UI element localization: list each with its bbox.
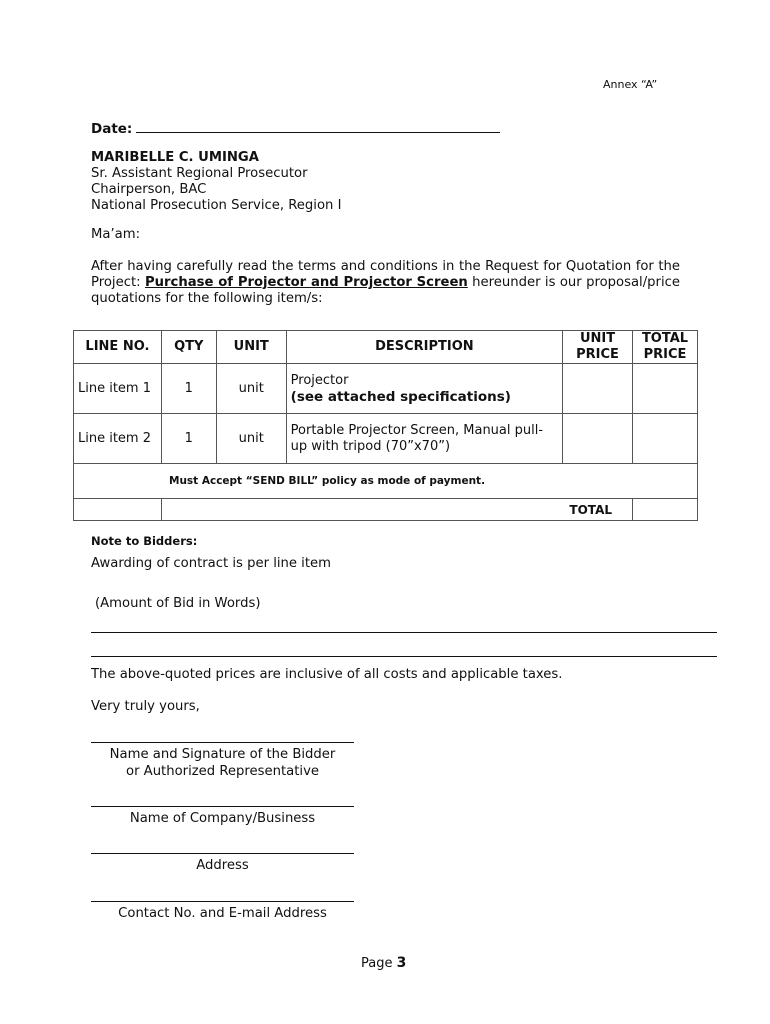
cell-description: Portable Projector Screen, Manual pull-up with tripod (70”x70”) <box>286 414 562 464</box>
contact-block <box>91 901 354 922</box>
header-line-no: LINE NO. <box>74 331 162 364</box>
addressee-name: MARIBELLE C. UMINGA <box>91 150 259 165</box>
company-name-block <box>91 806 354 827</box>
table-header-row <box>74 331 698 364</box>
total-empty-cell <box>74 499 162 521</box>
intro-paragraph <box>91 259 680 307</box>
cell-unit: unit <box>216 364 286 414</box>
annex-label: Annex “A” <box>603 78 658 91</box>
bidder-signature-block <box>91 742 354 780</box>
page-footer <box>361 955 406 971</box>
policy-row <box>74 464 698 499</box>
project-title: Purchase of Projector and Projector Screen <box>144 275 468 290</box>
closing: Very truly yours, <box>91 699 200 714</box>
cell-unit-price <box>563 364 633 414</box>
header-qty: QTY <box>161 331 216 364</box>
quotation-table <box>73 330 698 521</box>
total-label: TOTAL <box>161 499 632 521</box>
address-block <box>91 853 354 874</box>
cell-qty: 1 <box>161 364 216 414</box>
address-label: Address <box>196 858 249 873</box>
header-description: DESCRIPTION <box>286 331 562 364</box>
cell-line: Line item 2 <box>74 414 162 464</box>
page-label: Page <box>361 956 393 971</box>
company-name-label: Name of Company/Business <box>129 811 316 826</box>
salutation: Ma’am: <box>91 227 141 242</box>
date-field <box>91 120 500 137</box>
payment-policy: Must Accept “SEND BILL” policy as mode of payment. <box>74 464 698 499</box>
header-unit-price: UNIT PRICE <box>563 331 633 364</box>
cell-qty: 1 <box>161 414 216 464</box>
bidder-signature-label: Name and Signature of the Bidder <box>109 747 336 762</box>
cell-line: Line item 1 <box>74 364 162 414</box>
addressee-office: National Prosecution Service, Region I <box>91 198 342 213</box>
date-blank-line <box>136 120 500 133</box>
addressee-role: Chairperson, BAC <box>91 182 207 197</box>
bidder-representative-label: or Authorized Representative <box>126 764 319 779</box>
intro-text-before: After having carefully read the terms and conditions in the Request for Quotation for the Project: <box>91 259 680 290</box>
date-label: Date: <box>91 121 133 137</box>
description-note: (see attached specifications) <box>290 388 511 405</box>
addressee-block <box>91 150 341 214</box>
amount-line-1 <box>91 632 717 633</box>
table-row <box>74 414 698 464</box>
contact-label: Contact No. and E-mail Address <box>118 906 327 921</box>
note-title: Note to Bidders: <box>91 534 198 548</box>
amount-in-words-label: (Amount of Bid in Words) <box>95 596 261 611</box>
award-text: Awarding of contract is per line item <box>91 556 331 571</box>
cell-total-price <box>633 414 698 464</box>
header-total-price: TOTAL PRICE <box>633 331 698 364</box>
total-value-cell <box>633 499 698 521</box>
cell-total-price <box>633 364 698 414</box>
table-row <box>74 364 698 414</box>
cell-unit-price <box>563 414 633 464</box>
page-number: 3 <box>396 955 407 971</box>
intro-text-after: hereunder is our proposal/price quotations for the following item/s: <box>91 275 680 306</box>
cell-description <box>286 364 562 414</box>
header-unit: UNIT <box>216 331 286 364</box>
total-row <box>74 499 698 521</box>
cell-unit: unit <box>216 414 286 464</box>
description-text: Projector <box>290 372 349 388</box>
amount-line-2 <box>91 656 717 657</box>
inclusive-statement: The above-quoted prices are inclusive of all costs and applicable taxes. <box>91 667 563 682</box>
addressee-title: Sr. Assistant Regional Prosecutor <box>91 166 308 181</box>
